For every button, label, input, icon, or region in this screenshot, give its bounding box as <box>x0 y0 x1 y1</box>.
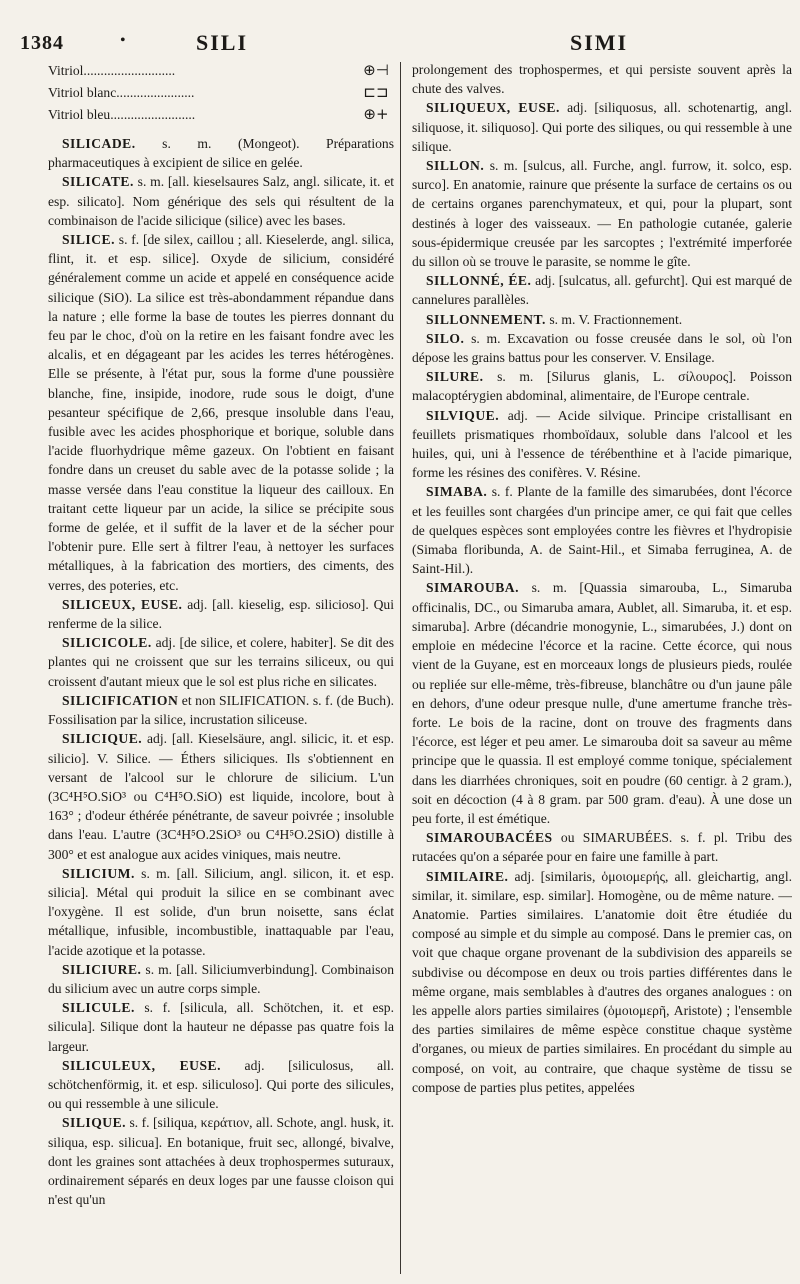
entry-definition: s. m. [Silurus glanis, L. σίλουρος]. Poisson malacoptérygien abdominal, alimentaire, de l'Europe centrale. <box>412 369 792 404</box>
entry-headword: SILICADE. <box>62 136 136 151</box>
entry-definition: s. m. [all. Siliciumverbindung]. Combinaison du silicium avec un autre corps simple. <box>48 961 394 996</box>
dictionary-entry <box>412 828 792 866</box>
page-number: 1384 <box>20 32 64 54</box>
entry-headword: SILICIQUE. <box>62 731 143 747</box>
dictionary-entry <box>48 172 394 230</box>
dictionary-entry <box>48 230 394 595</box>
dictionary-entry <box>48 864 394 960</box>
entry-headword: SILLONNEMENT. <box>426 311 546 327</box>
dictionary-entry <box>412 482 792 578</box>
left-running-head: SILI <box>196 30 249 55</box>
entry-headword: SILICATE. <box>62 174 134 190</box>
entry-definition: ou SIMARUBÉES. s. f. pl. Tribu des rutacées qu'on a séparée pour en faire une famille à part. <box>412 830 792 865</box>
entry-definition: s. f. [de silex, caillou ; all. Kieselerde, angl. silica, flint, it. et esp. silice]. Oxyde de silicium, considéré généralement comme un acide et appelé en conséquence acide silicique (SiO). La silice est très-abondamment répandue dans la nature ; elle forme la base de toutes les pierres donnant du feu par le choc, d'où on la retire en les faisant fondre avec les alcalis, et en dégageant par les acides les terres hétérogènes. Elle se présente, à l'état pur, sous la forme d'une poussière blanche, fine, insipide, inodore, rude sous le doigt, d'une pesanteur spécifique de 2,66, presque insoluble dans l'eau, fusible avec les acides phosphorique et borique, soluble dans l'acide fluorhydrique même gazeux. On l'obtient en faisant fondre dans un creuset du sable avec de la potasse solide ; la masse versée dans l'eau constitue la liqueur des cailloux. En traitant cette liqueur par un acide, la silice se précipite sous forme de gelée, et il suffit de la laver et de la sécher pour l'obtenir pure. Elle sert à filtrer l'eau, à nettoyer les surfaces métalliques, à la fabrication des mortiers, des ciments, des verres, des poteries, etc. <box>48 232 394 593</box>
dictionary-entry <box>48 998 394 1056</box>
dictionary-entry <box>48 691 394 729</box>
entry-headword: SILIQUEUX, EUSE. <box>426 100 560 116</box>
header-dot: • <box>120 32 126 49</box>
symbol-row <box>48 82 394 104</box>
dictionary-entry <box>412 98 792 156</box>
vitriol-bleu-symbol-icon: ⊕+ <box>363 105 389 124</box>
entry-definition: adj. [de silice, et colere, habiter]. Se dit des plantes qui ne croissent que sur les terrains siliceux, ou qui croissent d'autant mieux que le sol est plus riche en silicates. <box>48 635 394 689</box>
symbol-label: Vitriol blanc....................... <box>48 85 195 101</box>
entry-definition: s. m. Excavation ou fosse creusée dans le sol, où l'on dépose les grains battus pour les conserver. V. Ensilage. <box>412 330 792 366</box>
entry-definition: adj. [sulcatus, all. gefurcht]. Qui est marqué de cannelures parallèles. <box>412 273 792 308</box>
vitriol-blanc-symbol-icon: ⊏⊐ <box>363 83 389 102</box>
right-column <box>412 60 792 1280</box>
dictionary-entry <box>412 406 792 483</box>
vitriol-symbol-icon: ⊕⊣ <box>363 61 389 80</box>
page-header <box>0 30 800 58</box>
dictionary-entry <box>48 1113 394 1209</box>
entry-definition: adj. — Acide silvique. Principe cristallisant en feuillets prismatiques rhomboïdaux, soluble dans l'alcool et les huiles, qui, uni à l'essence de térébenthine et à l'acide pimarique, forme les résines des conifères. V. Résine. <box>412 407 792 481</box>
entry-definition: adj. [all. kieselig, esp. silicioso]. Qui renferme de la silice. <box>48 596 394 632</box>
left-column <box>48 60 394 1280</box>
entry-headword: SILICE. <box>62 232 115 248</box>
entry-definition: s. f. Plante de la famille des simarubées, dont l'écorce et les feuilles sont chargées d'un principe amer, ce qui fait que celles de quelques espèces sont employées contre les fièvres et l'hydropisie (Simaba floribunda, A. de Saint-Hil., et Simaba ferruginea, A. de Saint-Hil.). <box>412 484 792 577</box>
entry-definition: s. m. [Quassia simarouba, L., Simaruba officinalis, DC., ou Simaruba amara, Aublet, all. Simaruba, it. et esp. simaruba]. Arbre (décandrie monogynie, L., simarubées, J.) dont on emploie en médecine l'écorce et la racine. Cette écorce, qui nous vient de la Guyane, est en morceaux longs de plusieurs pieds, roulée ou repliée sur elle-même, très-fibreuse, blanchâtre ou d'un jaune pâle en dehors, d'une odeur presque nulle, d'une amertume franche très-forte. Le bois de la racine, dont on trouve des fragments dans l'écorce, est léger et peu amer. Le simarouba doit sa saveur au même principe que le quassia. Il est employé comme tonique, spécialement dans les diarrhées chroniques, soit en poudre (60 centigr. à 2 gram.), soit en décoction (4 à 8 gram. par 500 gram. d'eau). À une dose un peu forte, il est émétique. <box>412 580 792 826</box>
entry-definition: s. m. [all. Silicium, angl. silicon, it. et esp. silicia]. Métal qui produit la silice en se combinant avec l'oxygène. Il est solide, d'un brun noisette, sans éclat métallique, infusible, incombustible, inattaquable par l'eau, l'acide azotique et la potasse. <box>48 865 394 958</box>
entry-headword: SIMILAIRE. <box>426 868 509 884</box>
entry-headword: SILLONNÉ, ÉE. <box>426 273 532 289</box>
dictionary-entry <box>412 310 792 329</box>
symbol-label: Vitriol........................... <box>48 63 176 79</box>
entry-headword: SILICIURE. <box>62 961 142 977</box>
dictionary-entry <box>412 867 792 1097</box>
dictionary-entry <box>412 578 792 828</box>
entry-headword: SIMAROUBA. <box>426 580 519 596</box>
symbol-row <box>48 104 394 126</box>
dictionary-entry <box>48 595 394 633</box>
continuation-text: prolongement des trophospermes, et qui persiste souvent après la chute des valves. <box>412 62 792 97</box>
dictionary-entry <box>48 729 394 863</box>
entry-definition: adj. [similaris, ὁμοιομερής, all. gleichartig, angl. similar, it. similare, esp. similar]. Homogène, ou de même nature. — Anatomie. Parties similaires. L'anatomie doit être étudiée du composé au simple et du simple au composé. Dans le premier cas, on voit que chaque organe provenant de la subdivision des appareils se subdivise ou décompose en deux ou trois parties différentes dans le même organe, mais semblables à d'autres des organes analogues : on les appelle alors parties similaires (ὁμοιομερῆ, Aristote) ; l'ensemble des parties similaires de même espèce constitue chaque système d'organes, ou mieux de parties similaires. En procédant du simple au composé, on voit, au contraire, que chaque système de tissu se compose de parties plus petites, appelées <box>412 868 792 1095</box>
dictionary-entry <box>48 633 394 691</box>
entry-headword: SIMAROUBACÉES <box>426 830 553 846</box>
right-entries <box>412 98 792 1097</box>
symbol-row <box>48 60 394 82</box>
entry-headword: SILICEUX, EUSE. <box>62 596 183 612</box>
dictionary-entry <box>412 367 792 405</box>
entry-headword: SILLON. <box>426 158 485 174</box>
entry-headword: SILICICOLE. <box>62 635 152 651</box>
entry-headword: SILVIQUE. <box>426 407 500 423</box>
dictionary-entry <box>412 156 792 271</box>
entry-definition: et non SILIFICATION. s. f. (de Buch). Fossilisation par la silice, incrustation siliceuse. <box>48 692 394 728</box>
entry-definition: s. f. [silicula, all. Schötchen, it. et esp. silicula]. Silique dont la hauteur ne dépasse pas quatre fois la largeur. <box>48 1000 394 1054</box>
left-entries <box>48 134 394 1209</box>
dictionary-entry <box>48 960 394 998</box>
entry-headword: SILO. <box>426 330 465 346</box>
dictionary-entry <box>48 134 394 172</box>
entry-definition: adj. [siliquosus, all. schotenartig, angl. siliquose, it. siliquoso]. Qui porte des siliques, ou qui ressemble à une silique. <box>412 100 792 154</box>
entry-headword: SILURE. <box>426 369 484 385</box>
dictionary-entry <box>412 329 792 367</box>
symbol-label: Vitriol bleu......................... <box>48 107 196 123</box>
entry-headword: SIMABA. <box>426 484 488 500</box>
right-running-head: SIMI <box>570 30 629 55</box>
dictionary-entry <box>48 1056 394 1114</box>
entry-headword: SILICIUM. <box>62 865 135 881</box>
entry-definition: adj. [siliculosus, all. schötchenförmig, it. et esp. siliculoso]. Qui porte des silicules, ou qui ressemble à une silicule. <box>48 1057 394 1112</box>
entry-headword: SILICULEUX, EUSE. <box>62 1057 221 1073</box>
entry-headword: SILICULE. <box>62 1000 135 1016</box>
entry-definition: s. f. [siliqua, κεράτιον, all. Schote, angl. husk, it. siliqua, esp. silicua]. En botanique, fruit sec, allongé, bivalve, dont les graines sont attachées à deux trophospermes suturaux, ordinairement séparés en deux loges par une fausse cloison qui n'est qu'un <box>48 1115 394 1208</box>
entry-definition: s. m. V. Fractionnement. <box>545 311 683 327</box>
entry-definition: s. m. (Mongeot). Préparations pharmaceutiques à excipient de silice en gelée. <box>48 136 394 171</box>
entry-definition: s. m. [all. kieselsaures Salz, angl. silicate, it. et esp. silicato]. Nom générique des sels qui résultent de la combinaison de l'acide silicique (silice) avec les bases. <box>48 174 394 228</box>
entry-headword: SILICIFICATION <box>62 692 179 708</box>
entry-headword: SILIQUE. <box>62 1115 127 1131</box>
entry-definition: adj. [all. Kieselsäure, angl. silicic, it. et esp. silicio]. V. Silice. — Éthers siliciques. Ils s'obtiennent en versant de l'alcool sur le chlorure de silicium. L'un (3C⁴H⁵O.SiO³ ou C⁴H⁵O.SiO) est liquide, incolore, bout à 163° ; d'odeur éthérée pénétrante, de saveur poivrée ; insoluble dans l'eau. L'autre (3C⁴H⁵O.2SiO³ ou C⁴H⁵O.2SiO) distille à 300° et est analogue aux acides viniques, mais neutre. <box>48 731 394 862</box>
column-divider <box>400 62 401 1274</box>
dictionary-entry <box>412 271 792 309</box>
entry-definition: s. m. [sulcus, all. Furche, angl. furrow, it. solco, esp. surco]. En anatomie, rainure que présente la surface de certains os ou de certains organes parenchymateux, et qui, pour la plupart, sont destinés à loger des vaisseaux. — En pathologie cutanée, galerie sous-épidermique creusée par les sarcoptes ; l'extrémité imperforée du sillon où se trouve le parasite, se nomme le gîte. <box>412 158 792 270</box>
